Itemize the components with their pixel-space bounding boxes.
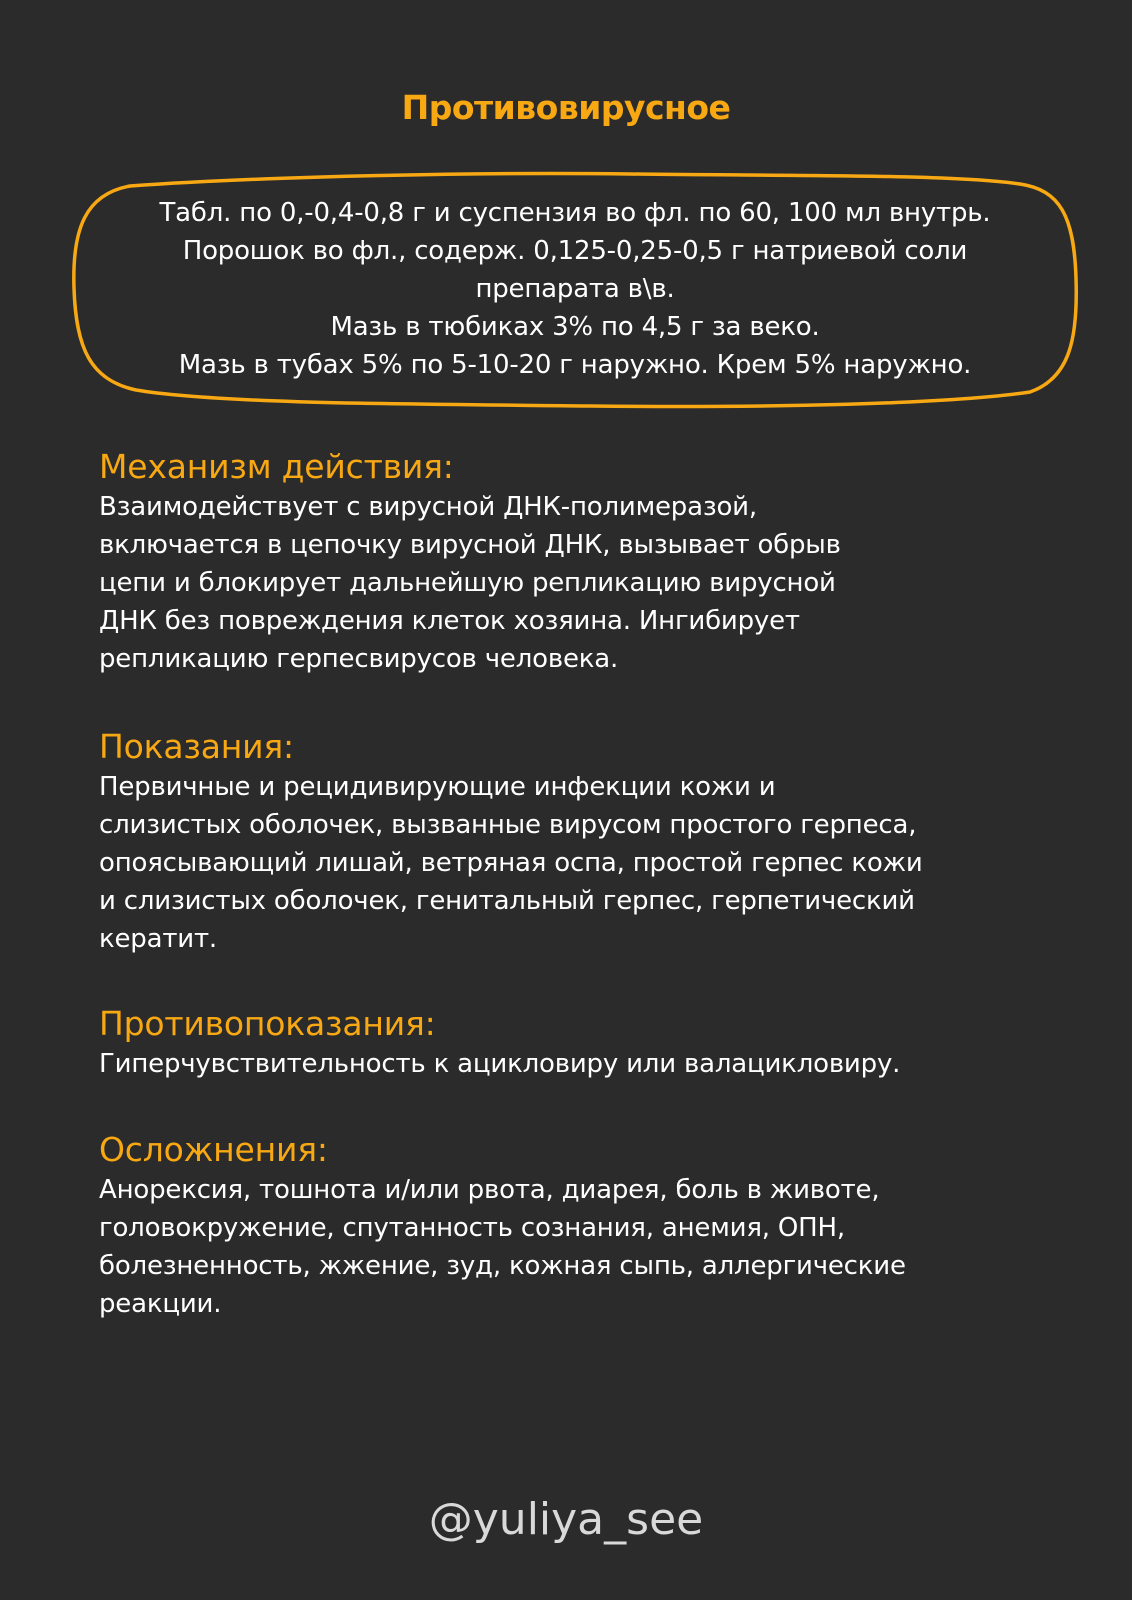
body-line: Анорексия, тошнота и/или рвота, диарея, боль в животе, — [99, 1175, 880, 1205]
body-line: Первичные и рецидивирующие инфекции кожи и — [99, 772, 776, 802]
body-line: включается в цепочку вирусной ДНК, вызывает обрыв — [99, 530, 841, 560]
body-line: репликацию герпесвирусов человека. — [99, 644, 619, 674]
page-title: Противовирусное — [401, 88, 731, 127]
dosage-line: Табл. по 0,-0,4-0,8 г и суспензия во фл. по 60, 100 мл внутрь. — [159, 198, 991, 228]
dosage-line: Мазь в тюбиках 3% по 4,5 г за веко. — [330, 312, 820, 342]
body-line: кератит. — [99, 924, 217, 954]
section-heading: Показания: — [99, 727, 294, 766]
dosage-line: препарата в\в. — [475, 274, 675, 304]
author-handle: @yuliya_see — [428, 1494, 704, 1545]
body-line: головокружение, спутанность сознания, анемия, ОПН, — [99, 1213, 845, 1243]
section-contraindications — [99, 1003, 1099, 1083]
dosage-block — [82, 194, 1068, 384]
section-heading: Механизм действия: — [99, 447, 454, 486]
body-line: ДНК без повреждения клеток хозяина. Ингибирует — [99, 606, 800, 636]
body-line: Гиперчувствительность к ацикловиру или валацикловиру. — [99, 1049, 901, 1079]
body-line: реакции. — [99, 1289, 222, 1319]
section-heading: Противопоказания: — [99, 1004, 436, 1043]
section-body — [99, 1045, 1099, 1083]
body-line: цепи и блокирует дальнейшую репликацию вирусной — [99, 568, 836, 598]
section-indications — [99, 726, 1099, 958]
section-mechanism — [99, 446, 1099, 678]
section-heading: Осложнения: — [99, 1130, 328, 1169]
body-line: и слизистых оболочек, генитальный герпес, герпетический — [99, 886, 915, 916]
body-line: слизистых оболочек, вызванные вирусом простого герпеса, — [99, 810, 917, 840]
dosage-line: Порошок во фл., содерж. 0,125-0,25-0,5 г натриевой соли — [182, 236, 968, 266]
body-line: болезненность, жжение, зуд, кожная сыпь, аллергические — [99, 1251, 906, 1281]
section-body — [99, 488, 1099, 678]
section-body — [99, 768, 1099, 958]
body-line: опоясывающий лишай, ветряная оспа, простой герпес кожи — [99, 848, 923, 878]
section-body — [99, 1171, 1099, 1323]
body-line: Взаимодействует с вирусной ДНК-полимеразой, — [99, 492, 757, 522]
section-complications — [99, 1129, 1099, 1323]
dosage-line: Мазь в тубах 5% по 5-10-20 г наружно. Крем 5% наружно. — [178, 350, 972, 380]
